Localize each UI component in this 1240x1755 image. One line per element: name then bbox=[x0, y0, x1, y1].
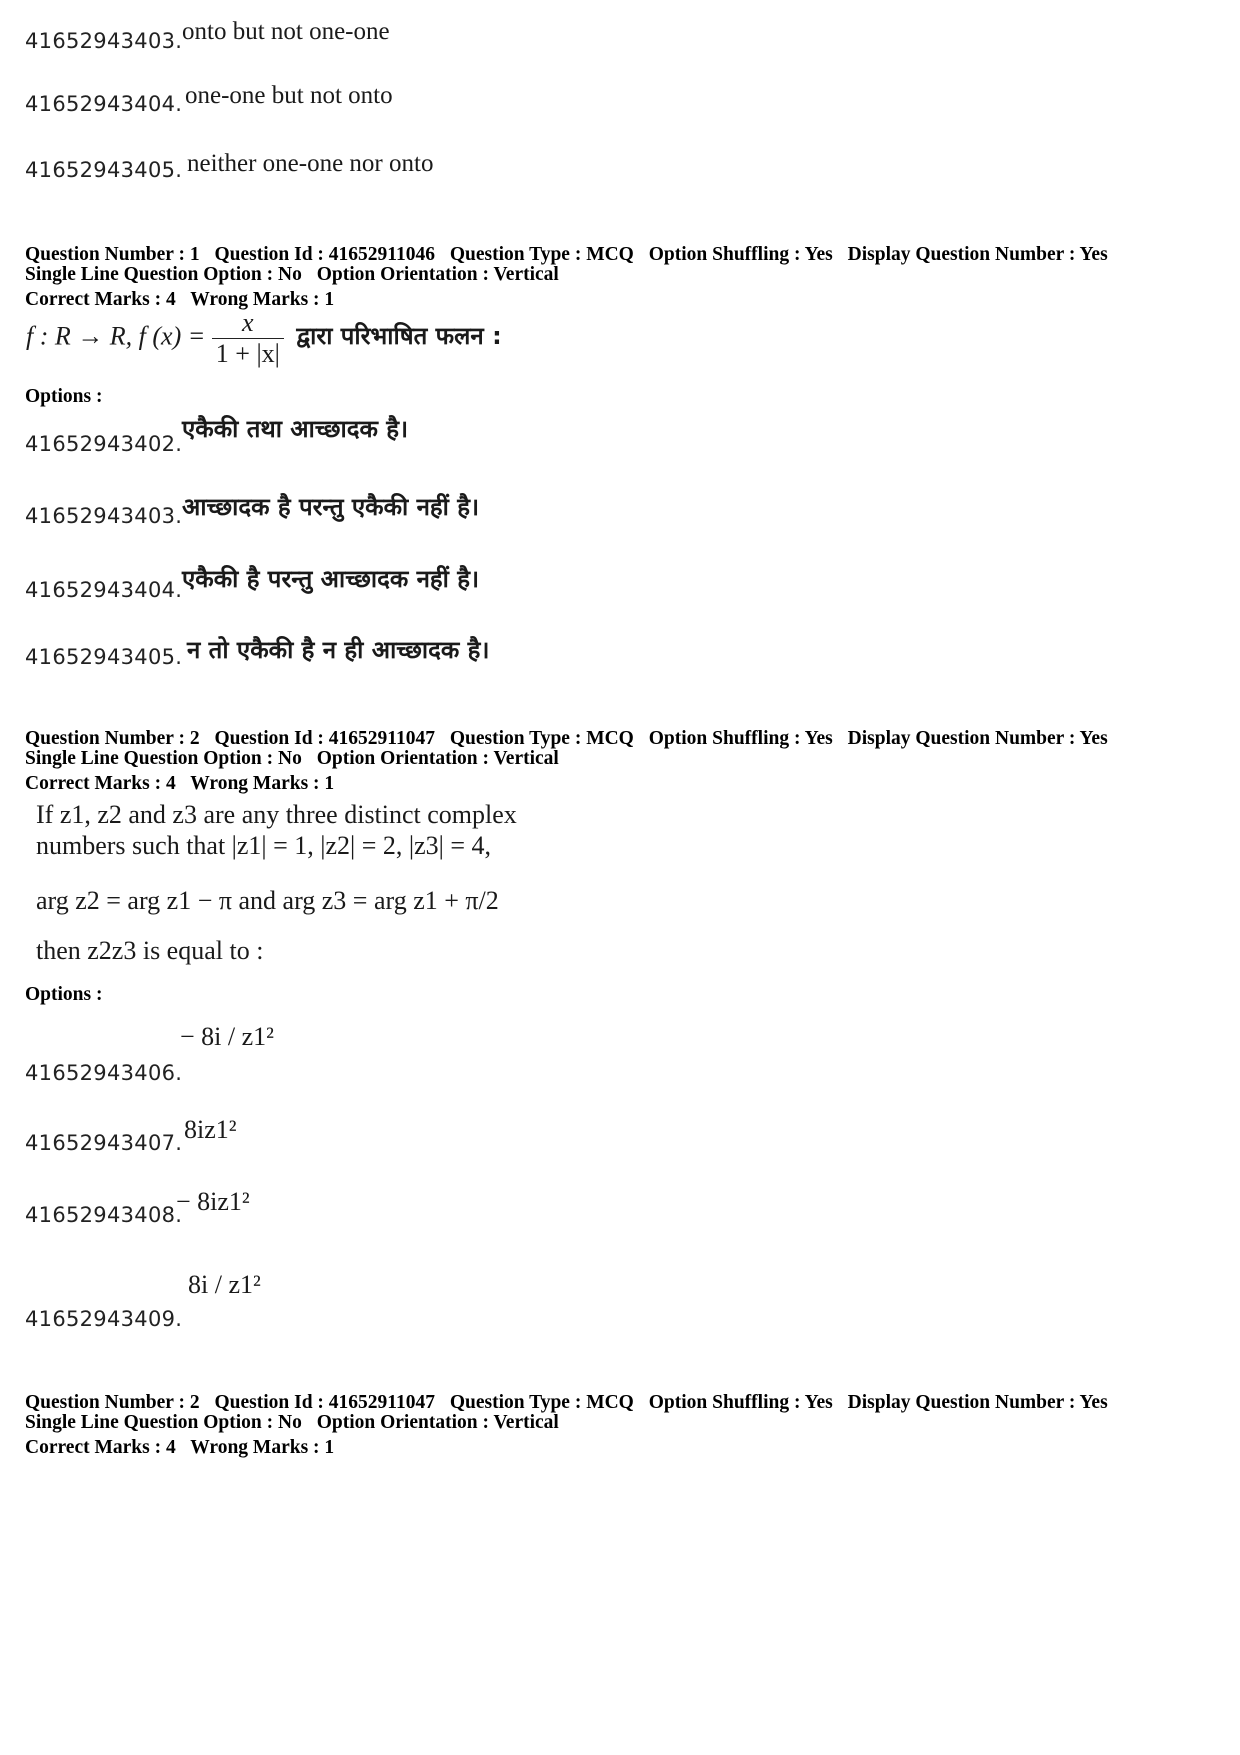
option-id: 41652943403. bbox=[25, 29, 183, 53]
question-header-line2: Single Line Question Option : No Option Orientation : Vertical bbox=[25, 748, 559, 769]
option-text: आच्छादक है परन्तु एकैकी नहीं है। bbox=[182, 493, 480, 521]
option-id: 41652943402. bbox=[25, 432, 183, 456]
stem-prefix: f : R → R, f (x) = bbox=[26, 321, 206, 351]
option-id: 41652943408. bbox=[25, 1203, 183, 1227]
option-text: one-one but not onto bbox=[185, 82, 393, 109]
question-header: Question Number : 1 Question Id : 41652911046 Question Type : MCQ Option Shuffling : Yes Display Question Number : Yes bbox=[25, 244, 1108, 265]
stem-line-1: If z1, z2 and z3 are any three distinct complex bbox=[36, 800, 517, 829]
question-header: Question Number : 2 Question Id : 41652911047 Question Type : MCQ Option Shuffling : Yes Display Question Number : Yes bbox=[25, 728, 1108, 749]
options-label: Options : bbox=[25, 386, 103, 407]
option-math: − 8i / z1² bbox=[180, 1022, 274, 1051]
marks-line: Correct Marks : 4 Wrong Marks : 1 bbox=[25, 289, 335, 310]
option-id: 41652943409. bbox=[25, 1307, 183, 1331]
question-header-line2: Single Line Question Option : No Option Orientation : Vertical bbox=[25, 264, 559, 285]
option-id: 41652943406. bbox=[25, 1061, 183, 1085]
option-text: एकैकी तथा आच्छादक है। bbox=[182, 415, 409, 443]
options-label: Options : bbox=[25, 984, 103, 1005]
fraction: $\frac{x}{1 + |x|}$ bbox=[212, 308, 284, 369]
option-id: 41652943407. bbox=[25, 1131, 183, 1155]
option-id: 41652943404. bbox=[25, 92, 183, 116]
option-text: neither one-one nor onto bbox=[187, 150, 434, 177]
option-id: 41652943405. bbox=[25, 158, 183, 182]
option-text: onto but not one-one bbox=[182, 18, 390, 45]
option-text: न तो एकैकी है न ही आच्छादक है। bbox=[187, 636, 490, 664]
stem-line-2: numbers such that |z1| = 1, |z2| = 2, |z3| = 4, bbox=[36, 831, 492, 860]
option-id: 41652943403. bbox=[25, 504, 183, 528]
question-stem bbox=[26, 308, 502, 369]
question-header-line2: Single Line Question Option : No Option Orientation : Vertical bbox=[25, 1412, 559, 1433]
stem-line-3: arg z2 = arg z1 − π and arg z3 = arg z1 + π/2 bbox=[36, 886, 499, 915]
option-math: − 8iz1² bbox=[176, 1187, 250, 1216]
marks-line: Correct Marks : 4 Wrong Marks : 1 bbox=[25, 1437, 335, 1458]
question-header: Question Number : 2 Question Id : 41652911047 Question Type : MCQ Option Shuffling : Yes Display Question Number : Yes bbox=[25, 1392, 1108, 1413]
stem-line-4: then z2z3 is equal to : bbox=[36, 936, 264, 965]
marks-line: Correct Marks : 4 Wrong Marks : 1 bbox=[25, 773, 335, 794]
stem-hindi: द्वारा परिभाषित फलन : bbox=[296, 322, 502, 351]
option-math: 8i / z1² bbox=[188, 1270, 261, 1299]
option-text: एकैकी है परन्तु आच्छादक नहीं है। bbox=[182, 565, 480, 593]
option-id: 41652943404. bbox=[25, 578, 183, 602]
option-math: 8iz1² bbox=[184, 1115, 237, 1144]
option-id: 41652943405. bbox=[25, 645, 183, 669]
